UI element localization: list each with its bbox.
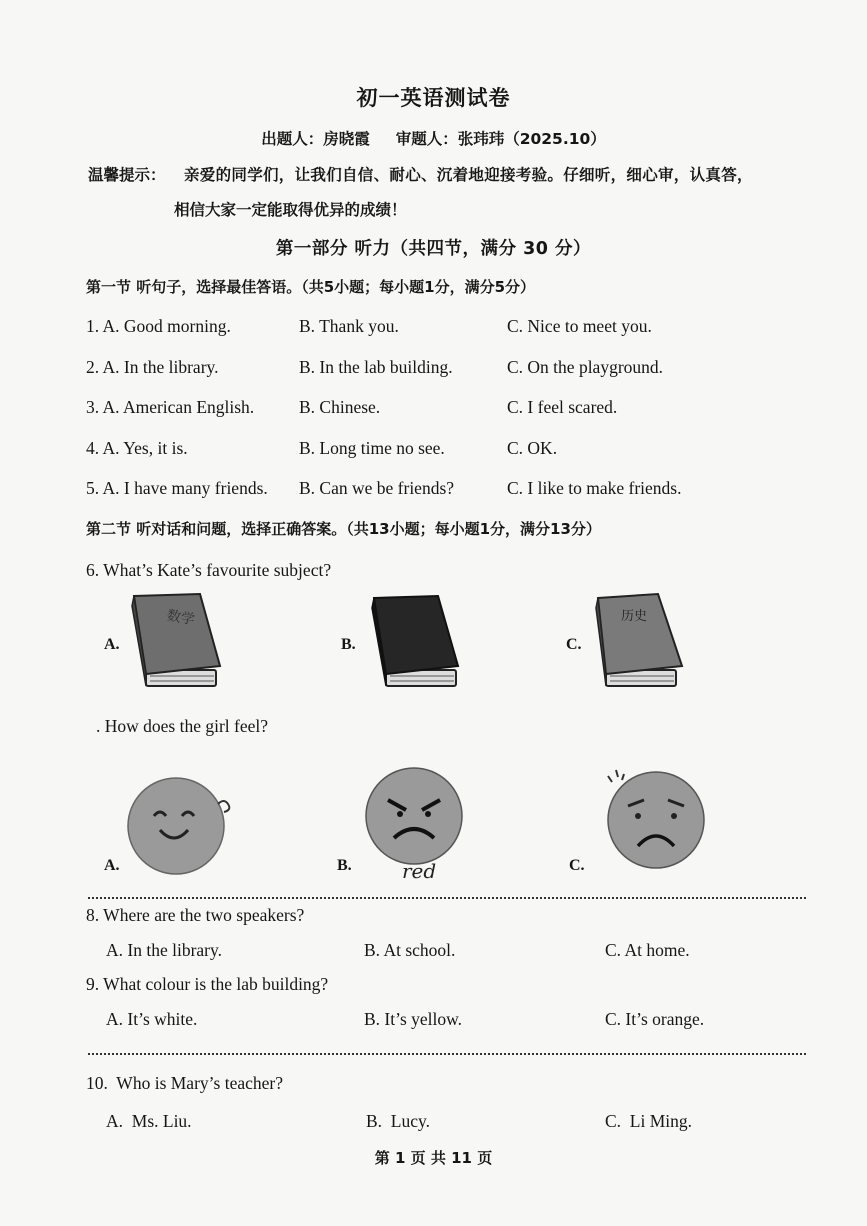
q9-option-c: C. It’s orange. (605, 1009, 705, 1029)
q10-option-a: A. Ms. Liu. (106, 1111, 192, 1131)
q6-label-c: C. (566, 636, 582, 653)
q6-label-b: B. (341, 636, 356, 653)
book-icon-b (366, 594, 466, 694)
q2-option-c: C. On the playground. (507, 357, 664, 377)
q7-label-b: B. (337, 857, 352, 874)
tip-label: 温馨提示： (88, 166, 166, 184)
page-title: 初一英语测试卷 (356, 86, 511, 110)
q9-option-a: A. It’s white. (106, 1009, 198, 1029)
q6-label-a: A. (104, 636, 120, 653)
section1-heading: 第一节 听句子，选择最佳答语。（共5小题；每小题1分，满分5分） (86, 278, 536, 296)
sad-face-icon (602, 768, 710, 868)
q7-label-a: A. (104, 857, 120, 874)
q7-stem: . How does the girl feel? (96, 716, 269, 736)
q8-stem: 8. Where are the two speakers? (86, 905, 305, 925)
q8-option-a: A. In the library. (106, 940, 222, 960)
q1-option-a: 1. A. Good morning. (86, 316, 231, 336)
q3-option-b: B. Chinese. (299, 397, 381, 417)
q3-option-c: C. I feel scared. (507, 397, 618, 417)
q5-option-c: C. I like to make friends. (507, 478, 682, 498)
q5-option-b: B. Can we be friends? (299, 478, 455, 498)
q5-option-a: 5. A. I have many friends. (86, 478, 268, 498)
q2-option-b: B. In the lab building. (299, 357, 453, 377)
q8-option-c: C. At home. (605, 940, 690, 960)
q7-label-c: C. (569, 857, 585, 874)
section2-heading: 第二节 听对话和问题，选择正确答案。（共13小题；每小题1分，满分13分） (86, 520, 601, 538)
q10-stem: 10. Who is Mary’s teacher? (86, 1073, 283, 1093)
dotted-divider (88, 897, 806, 899)
reviewer: 审题人：张玮玮（2025.10） (395, 130, 606, 148)
q4-option-a: 4. A. Yes, it is. (86, 438, 188, 458)
handwritten-note: red (402, 859, 437, 883)
book-a-title: 数学 (165, 607, 196, 629)
q4-option-c: C. OK. (507, 438, 558, 458)
q10-option-c: C. Li Ming. (605, 1111, 693, 1131)
page-footer: 第 1 页 共 11 页 (374, 1149, 493, 1167)
part1-heading: 第一部分 听力（共四节，满分 30 分） (275, 239, 592, 259)
q1-option-c: C. Nice to meet you. (507, 316, 652, 336)
angry-face-icon (362, 764, 468, 884)
author-line (0, 127, 867, 149)
q10-option-b: B. Lucy. (366, 1111, 430, 1131)
q9-option-b: B. It’s yellow. (364, 1009, 463, 1029)
q4-option-b: B. Long time no see. (299, 438, 445, 458)
book-c-title: 历史 (620, 609, 648, 624)
q9-stem: 9. What colour is the lab building? (86, 974, 329, 994)
book-icon-c (594, 592, 690, 694)
dotted-divider (88, 1053, 806, 1055)
setter: 出题人：房晓霞 (261, 130, 370, 148)
q8-option-b: B. At school. (364, 940, 456, 960)
tip-text-line2: 相信大家一定能取得优异的成绩！ (174, 201, 407, 219)
happy-face-icon (124, 772, 236, 878)
q1-option-b: B. Thank you. (299, 316, 399, 336)
book-icon-a (128, 592, 228, 694)
tip-text-line1: 亲爱的同学们，让我们自信、耐心、沉着地迎接考验。仔细听，细心审，认真答， (184, 166, 753, 184)
q3-option-a: 3. A. American English. (86, 397, 255, 417)
q6-stem: 6. What’s Kate’s favourite subject? (86, 560, 332, 580)
q2-option-a: 2. A. In the library. (86, 357, 219, 377)
